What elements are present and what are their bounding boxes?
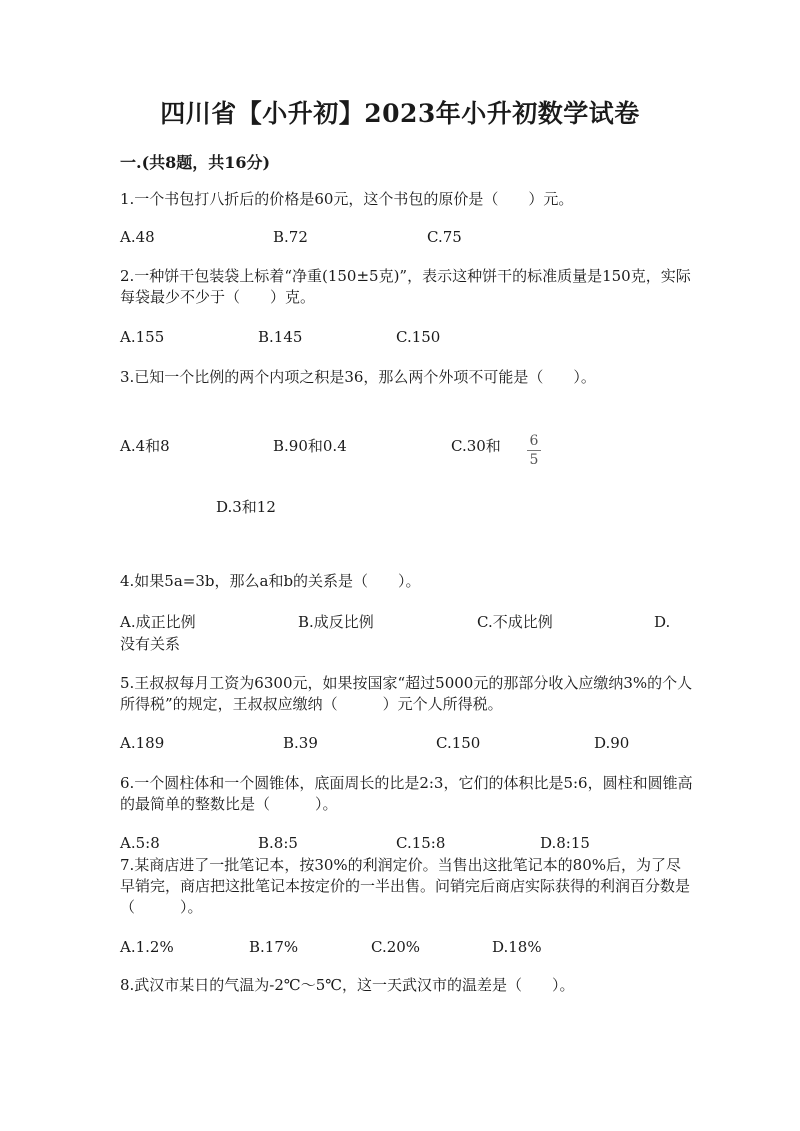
q3-option-d[interactable]: D.3和12 [216,498,276,516]
fraction-numerator: 6 [529,433,539,449]
q2-option-b[interactable]: B.145 [258,328,303,346]
q1-option-c[interactable]: C.75 [427,228,462,246]
q2-option-c[interactable]: C.150 [396,328,441,346]
q6-option-c[interactable]: C.15:8 [396,834,446,852]
q1-option-a[interactable]: A.48 [120,228,155,246]
q5-option-a[interactable]: A.189 [120,734,165,752]
question-7: 7.某商店进了一批笔记本，按30%的利润定价。当售出这批笔记本的80%后，为了尽早销完，商店把这批笔记本按定价的一半出售。问销完后商店实际获得的利润百分数是（ ）。 [120,856,691,916]
q7-option-b[interactable]: B.17% [249,938,299,956]
q6-option-a[interactable]: A.5:8 [120,834,160,852]
question-5: 5.王叔叔每月工资为6300元，如果按国家“超过5000元的那部分收入应缴纳3%的个人所得税”的规定，王叔叔应缴纳（ ）元个人所得税。 [120,674,693,713]
q4-option-a[interactable]: A.成正比例 [120,613,196,631]
question-4: 4.如果5a=3b，那么a和b的关系是（ ）。 [120,572,421,590]
q3-option-c-fraction [527,434,541,467]
question-6: 6.一个圆柱体和一个圆锥体，底面周长的比是2:3，它们的体积比是5:6，圆柱和圆锥高的最简单的整数比是（ ）。 [120,774,693,813]
q7-option-a[interactable]: A.1.2% [120,938,174,956]
q4-option-b[interactable]: B.成反比例 [298,613,374,631]
q5-option-c[interactable]: C.150 [436,734,481,752]
q5-option-d[interactable]: D.90 [594,734,630,752]
fraction-bar [527,450,541,451]
q1-option-b[interactable]: B.72 [273,228,308,246]
q6-option-d[interactable]: D.8:15 [540,834,590,852]
q3-option-b[interactable]: B.90和0.4 [273,437,347,455]
question-3: 3.已知一个比例的两个内项之积是36，那么两个外项不可能是（ ）。 [120,368,596,386]
q7-option-c[interactable]: C.20% [371,938,421,956]
exam-title: 四川省【小升初】2023年小升初数学试卷 [160,99,640,128]
question-1: 1.一个书包打八折后的价格是60元，这个书包的原价是（ ）元。 [120,190,574,208]
q7-option-d[interactable]: D.18% [492,938,542,956]
q4-option-c[interactable]: C.不成比例 [477,613,553,631]
fraction-denominator: 5 [529,452,539,468]
question-2: 2.一种饼干包装袋上标着“净重(150±5克)”，表示这种饼干的标准质量是150克，实际每袋最少不少于（ ）克。 [120,267,691,306]
q4-option-d[interactable]: D. [654,613,671,631]
q2-option-a[interactable]: A.155 [120,328,165,346]
q3-option-c[interactable]: C.30和 [451,437,501,455]
question-8: 8.武汉市某日的气温为-2℃～5℃，这一天武汉市的温差是（ ）。 [120,976,575,994]
q5-option-b[interactable]: B.39 [283,734,318,752]
q4-option-d-text[interactable]: 没有关系 [120,635,181,653]
q6-option-b[interactable]: B.8:5 [258,834,298,852]
q3-option-a[interactable]: A.4和8 [120,437,170,455]
section-heading: 一.(共8题，共16分) [120,153,271,172]
